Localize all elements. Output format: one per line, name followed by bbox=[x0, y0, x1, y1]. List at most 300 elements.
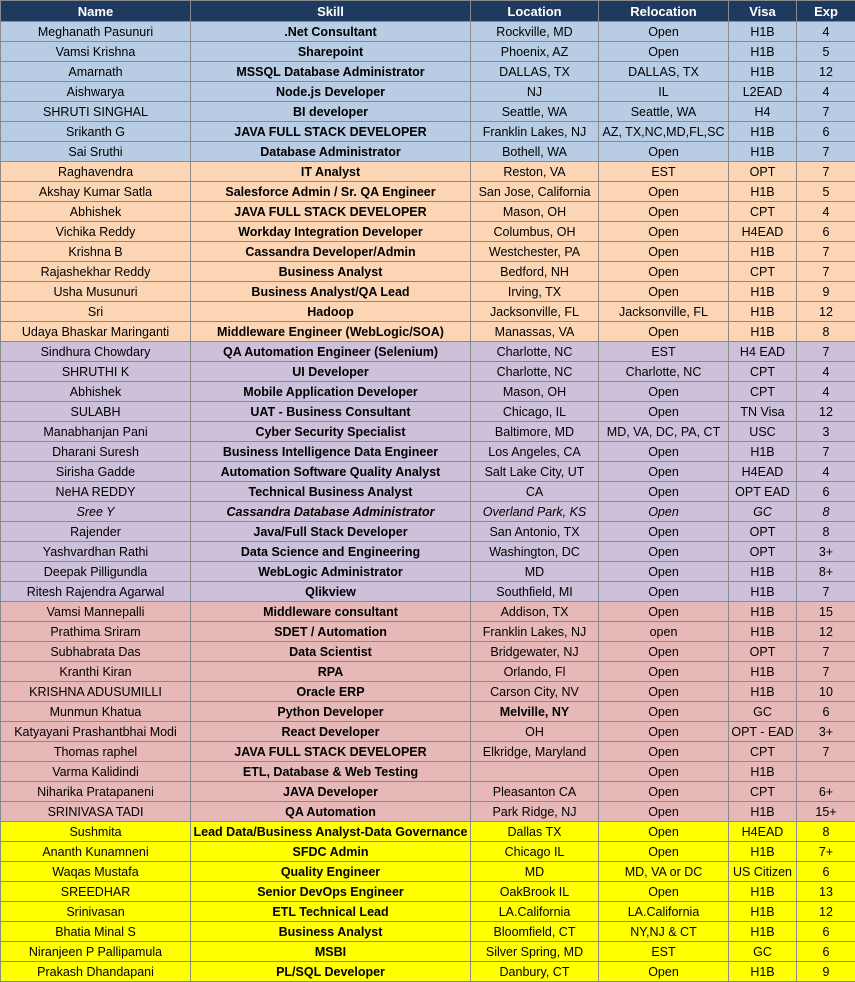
cell-name: Bhatia Minal S bbox=[1, 922, 191, 942]
cell-relocation: Open bbox=[599, 462, 729, 482]
cell-name: Thomas raphel bbox=[1, 742, 191, 762]
cell-skill: MSSQL Database Administrator bbox=[191, 62, 471, 82]
cell-exp: 3+ bbox=[797, 722, 855, 742]
cell-skill: Middleware consultant bbox=[191, 602, 471, 622]
cell-skill: .Net Consultant bbox=[191, 22, 471, 42]
cell-relocation: Open bbox=[599, 142, 729, 162]
cell-visa: TN Visa bbox=[729, 402, 797, 422]
cell-visa: H1B bbox=[729, 62, 797, 82]
header-visa: Visa bbox=[729, 1, 797, 22]
cell-relocation: DALLAS, TX bbox=[599, 62, 729, 82]
cell-location: Franklin Lakes, NJ bbox=[471, 122, 599, 142]
table-row bbox=[1, 542, 855, 562]
cell-location: Baltimore, MD bbox=[471, 422, 599, 442]
cell-skill: MSBI bbox=[191, 942, 471, 962]
cell-location: Bothell, WA bbox=[471, 142, 599, 162]
cell-exp: 15+ bbox=[797, 802, 855, 822]
table-row bbox=[1, 502, 855, 522]
cell-location: Salt Lake City, UT bbox=[471, 462, 599, 482]
cell-skill: Node.js Developer bbox=[191, 82, 471, 102]
table-row bbox=[1, 922, 855, 942]
cell-location: San Antonio, TX bbox=[471, 522, 599, 542]
cell-skill: Qlikview bbox=[191, 582, 471, 602]
cell-exp: 6 bbox=[797, 222, 855, 242]
cell-skill: Business Analyst bbox=[191, 262, 471, 282]
table-row bbox=[1, 142, 855, 162]
cell-name: Kranthi Kiran bbox=[1, 662, 191, 682]
cell-visa: H1B bbox=[729, 142, 797, 162]
cell-relocation: Open bbox=[599, 562, 729, 582]
cell-visa: OPT bbox=[729, 522, 797, 542]
cell-skill: Cyber Security Specialist bbox=[191, 422, 471, 442]
table-row bbox=[1, 762, 855, 782]
cell-location: Phoenix, AZ bbox=[471, 42, 599, 62]
cell-relocation: Open bbox=[599, 542, 729, 562]
cell-name: Usha Musunuri bbox=[1, 282, 191, 302]
cell-relocation: Open bbox=[599, 262, 729, 282]
cell-location: Danbury, CT bbox=[471, 962, 599, 982]
cell-name: Vamsi Krishna bbox=[1, 42, 191, 62]
cell-skill: Technical Business Analyst bbox=[191, 482, 471, 502]
table-row bbox=[1, 102, 855, 122]
table-row bbox=[1, 122, 855, 142]
cell-location: Southfield, MI bbox=[471, 582, 599, 602]
table-row bbox=[1, 562, 855, 582]
cell-exp: 15 bbox=[797, 602, 855, 622]
cell-skill: JAVA FULL STACK DEVELOPER bbox=[191, 122, 471, 142]
table-row bbox=[1, 42, 855, 62]
cell-skill: JAVA FULL STACK DEVELOPER bbox=[191, 742, 471, 762]
cell-skill: RPA bbox=[191, 662, 471, 682]
cell-exp: 12 bbox=[797, 302, 855, 322]
cell-name: Krishna B bbox=[1, 242, 191, 262]
cell-relocation: Open bbox=[599, 802, 729, 822]
cell-skill: IT Analyst bbox=[191, 162, 471, 182]
cell-location: NJ bbox=[471, 82, 599, 102]
cell-relocation: Open bbox=[599, 742, 729, 762]
table-row bbox=[1, 182, 855, 202]
cell-location: OakBrook IL bbox=[471, 882, 599, 902]
cell-skill: SDET / Automation bbox=[191, 622, 471, 642]
cell-relocation: Open bbox=[599, 182, 729, 202]
cell-name: Deepak Pilligundla bbox=[1, 562, 191, 582]
cell-skill: Oracle ERP bbox=[191, 682, 471, 702]
cell-exp: 6 bbox=[797, 122, 855, 142]
cell-relocation: Open bbox=[599, 442, 729, 462]
cell-location: Irving, TX bbox=[471, 282, 599, 302]
cell-skill: Workday Integration Developer bbox=[191, 222, 471, 242]
cell-skill: Business Analyst/QA Lead bbox=[191, 282, 471, 302]
cell-visa: H1B bbox=[729, 802, 797, 822]
cell-exp: 8 bbox=[797, 522, 855, 542]
cell-skill: ETL Technical Lead bbox=[191, 902, 471, 922]
table-row bbox=[1, 382, 855, 402]
cell-name: Niharika Pratapaneni bbox=[1, 782, 191, 802]
cell-location: Washington, DC bbox=[471, 542, 599, 562]
cell-exp: 7 bbox=[797, 342, 855, 362]
cell-location bbox=[471, 762, 599, 782]
cell-exp: 7 bbox=[797, 102, 855, 122]
cell-exp: 12 bbox=[797, 902, 855, 922]
cell-relocation: Open bbox=[599, 282, 729, 302]
header-row bbox=[1, 1, 855, 22]
cell-name: Prakash Dhandapani bbox=[1, 962, 191, 982]
table-row bbox=[1, 422, 855, 442]
cell-visa: GC bbox=[729, 942, 797, 962]
cell-visa: H1B bbox=[729, 962, 797, 982]
cell-visa: H1B bbox=[729, 302, 797, 322]
header-relocation: Relocation bbox=[599, 1, 729, 22]
cell-visa: OPT - EAD bbox=[729, 722, 797, 742]
cell-name: Aishwarya bbox=[1, 82, 191, 102]
table-row bbox=[1, 822, 855, 842]
cell-relocation: MD, VA, DC, PA, CT bbox=[599, 422, 729, 442]
cell-location: Silver Spring, MD bbox=[471, 942, 599, 962]
table-row bbox=[1, 282, 855, 302]
cell-relocation: Open bbox=[599, 22, 729, 42]
table-row bbox=[1, 242, 855, 262]
cell-name: Sai Sruthi bbox=[1, 142, 191, 162]
table-row bbox=[1, 462, 855, 482]
cell-exp: 13 bbox=[797, 882, 855, 902]
cell-skill: Middleware Engineer (WebLogic/SOA) bbox=[191, 322, 471, 342]
cell-name: SULABH bbox=[1, 402, 191, 422]
cell-location: MD bbox=[471, 862, 599, 882]
cell-visa: H4EAD bbox=[729, 462, 797, 482]
cell-location: Mason, OH bbox=[471, 382, 599, 402]
cell-relocation: EST bbox=[599, 942, 729, 962]
cell-skill: Senior DevOps Engineer bbox=[191, 882, 471, 902]
table-row bbox=[1, 962, 855, 982]
cell-location: Mason, OH bbox=[471, 202, 599, 222]
cell-location: Bloomfield, CT bbox=[471, 922, 599, 942]
cell-skill: Hadoop bbox=[191, 302, 471, 322]
cell-name: Dharani Suresh bbox=[1, 442, 191, 462]
cell-visa: OPT EAD bbox=[729, 482, 797, 502]
cell-location: MD bbox=[471, 562, 599, 582]
cell-relocation: Open bbox=[599, 822, 729, 842]
cell-name: Vichika Reddy bbox=[1, 222, 191, 242]
cell-name: Ananth Kunamneni bbox=[1, 842, 191, 862]
cell-name: Amarnath bbox=[1, 62, 191, 82]
cell-location: Park Ridge, NJ bbox=[471, 802, 599, 822]
cell-visa: H1B bbox=[729, 442, 797, 462]
cell-relocation: EST bbox=[599, 342, 729, 362]
cell-location: CA bbox=[471, 482, 599, 502]
cell-name: Srikanth G bbox=[1, 122, 191, 142]
cell-location: Chicago IL bbox=[471, 842, 599, 862]
cell-relocation: Open bbox=[599, 502, 729, 522]
cell-visa: H1B bbox=[729, 582, 797, 602]
cell-relocation: Open bbox=[599, 842, 729, 862]
cell-location: Manassas, VA bbox=[471, 322, 599, 342]
cell-visa: CPT bbox=[729, 362, 797, 382]
cell-skill: Data Science and Engineering bbox=[191, 542, 471, 562]
cell-exp: 8 bbox=[797, 322, 855, 342]
table-row bbox=[1, 702, 855, 722]
cell-relocation: Seattle, WA bbox=[599, 102, 729, 122]
cell-name: Manabhanjan Pani bbox=[1, 422, 191, 442]
cell-name: Vamsi Mannepalli bbox=[1, 602, 191, 622]
cell-visa: H1B bbox=[729, 42, 797, 62]
cell-relocation: Open bbox=[599, 402, 729, 422]
table-row bbox=[1, 222, 855, 242]
cell-visa: H4EAD bbox=[729, 222, 797, 242]
cell-visa: H1B bbox=[729, 922, 797, 942]
cell-name: SHRUTHI K bbox=[1, 362, 191, 382]
cell-location: Seattle, WA bbox=[471, 102, 599, 122]
cell-skill: Salesforce Admin / Sr. QA Engineer bbox=[191, 182, 471, 202]
cell-relocation: Open bbox=[599, 962, 729, 982]
cell-visa: H1B bbox=[729, 902, 797, 922]
cell-exp: 7 bbox=[797, 582, 855, 602]
cell-relocation: Jacksonville, FL bbox=[599, 302, 729, 322]
cell-visa: H1B bbox=[729, 882, 797, 902]
cell-relocation: Open bbox=[599, 762, 729, 782]
cell-skill: BI developer bbox=[191, 102, 471, 122]
cell-skill: Lead Data/Business Analyst-Data Governance bbox=[191, 822, 471, 842]
cell-exp: 4 bbox=[797, 202, 855, 222]
cell-skill: QA Automation Engineer (Selenium) bbox=[191, 342, 471, 362]
cell-name: Udaya Bhaskar Maringanti bbox=[1, 322, 191, 342]
cell-skill: Cassandra Database Administrator bbox=[191, 502, 471, 522]
table-row bbox=[1, 662, 855, 682]
cell-skill: Automation Software Quality Analyst bbox=[191, 462, 471, 482]
cell-location: San Jose, California bbox=[471, 182, 599, 202]
cell-skill: JAVA FULL STACK DEVELOPER bbox=[191, 202, 471, 222]
cell-skill: Data Scientist bbox=[191, 642, 471, 662]
cell-location: Addison, TX bbox=[471, 602, 599, 622]
cell-visa: GC bbox=[729, 502, 797, 522]
cell-visa: H1B bbox=[729, 602, 797, 622]
cell-skill: Java/Full Stack Developer bbox=[191, 522, 471, 542]
cell-location: OH bbox=[471, 722, 599, 742]
table-row bbox=[1, 602, 855, 622]
cell-relocation: EST bbox=[599, 162, 729, 182]
cell-exp: 9 bbox=[797, 282, 855, 302]
cell-location: Reston, VA bbox=[471, 162, 599, 182]
cell-visa: H1B bbox=[729, 622, 797, 642]
cell-location: Carson City, NV bbox=[471, 682, 599, 702]
cell-location: Bridgewater, NJ bbox=[471, 642, 599, 662]
cell-visa: H1B bbox=[729, 242, 797, 262]
cell-skill: Database Administrator bbox=[191, 142, 471, 162]
cell-location: Dallas TX bbox=[471, 822, 599, 842]
cell-location: Chicago, IL bbox=[471, 402, 599, 422]
cell-skill: Quality Engineer bbox=[191, 862, 471, 882]
cell-visa: H1B bbox=[729, 22, 797, 42]
cell-location: Los Angeles, CA bbox=[471, 442, 599, 462]
cell-relocation: Open bbox=[599, 202, 729, 222]
cell-visa: H1B bbox=[729, 122, 797, 142]
table-row bbox=[1, 802, 855, 822]
cell-visa: H4EAD bbox=[729, 822, 797, 842]
cell-relocation: Open bbox=[599, 222, 729, 242]
cell-exp: 3 bbox=[797, 422, 855, 442]
cell-location: Columbus, OH bbox=[471, 222, 599, 242]
cell-location: Charlotte, NC bbox=[471, 342, 599, 362]
table-row bbox=[1, 722, 855, 742]
cell-relocation: Open bbox=[599, 522, 729, 542]
cell-visa: OPT bbox=[729, 162, 797, 182]
cell-location: Westchester, PA bbox=[471, 242, 599, 262]
cell-visa: H1B bbox=[729, 182, 797, 202]
cell-name: Sirisha Gadde bbox=[1, 462, 191, 482]
cell-name: SREEDHAR bbox=[1, 882, 191, 902]
cell-visa: CPT bbox=[729, 202, 797, 222]
cell-skill: SFDC Admin bbox=[191, 842, 471, 862]
table-row bbox=[1, 322, 855, 342]
cell-exp: 12 bbox=[797, 402, 855, 422]
table-row bbox=[1, 482, 855, 502]
cell-relocation: Open bbox=[599, 582, 729, 602]
table-row bbox=[1, 342, 855, 362]
table-row bbox=[1, 162, 855, 182]
cell-location: Pleasanton CA bbox=[471, 782, 599, 802]
cell-exp: 9 bbox=[797, 962, 855, 982]
cell-name: SRINIVASA TADI bbox=[1, 802, 191, 822]
table-row bbox=[1, 642, 855, 662]
cell-location: Orlando, Fl bbox=[471, 662, 599, 682]
cell-skill: WebLogic Administrator bbox=[191, 562, 471, 582]
table-row bbox=[1, 82, 855, 102]
cell-location: DALLAS, TX bbox=[471, 62, 599, 82]
cell-skill: Mobile Application Developer bbox=[191, 382, 471, 402]
cell-relocation: Open bbox=[599, 42, 729, 62]
cell-location: Melville, NY bbox=[471, 702, 599, 722]
cell-name: Waqas Mustafa bbox=[1, 862, 191, 882]
cell-relocation: Open bbox=[599, 882, 729, 902]
cell-visa: H1B bbox=[729, 282, 797, 302]
cell-exp: 6 bbox=[797, 702, 855, 722]
cell-relocation: Open bbox=[599, 482, 729, 502]
cell-exp: 4 bbox=[797, 22, 855, 42]
cell-relocation: Open bbox=[599, 782, 729, 802]
cell-location: Charlotte, NC bbox=[471, 362, 599, 382]
cell-relocation: Open bbox=[599, 662, 729, 682]
cell-name: Varma Kalidindi bbox=[1, 762, 191, 782]
table-row bbox=[1, 402, 855, 422]
cell-location: Rockville, MD bbox=[471, 22, 599, 42]
cell-name: Sri bbox=[1, 302, 191, 322]
cell-visa: CPT bbox=[729, 782, 797, 802]
table-row bbox=[1, 882, 855, 902]
table-row bbox=[1, 62, 855, 82]
cell-name: Prathima Sriram bbox=[1, 622, 191, 642]
table-row bbox=[1, 22, 855, 42]
cell-name: Sree Y bbox=[1, 502, 191, 522]
cell-exp: 12 bbox=[797, 62, 855, 82]
cell-location: Elkridge, Maryland bbox=[471, 742, 599, 762]
cell-relocation: Open bbox=[599, 722, 729, 742]
header-name: Name bbox=[1, 1, 191, 22]
table-row bbox=[1, 862, 855, 882]
cell-relocation: Open bbox=[599, 682, 729, 702]
cell-visa: CPT bbox=[729, 262, 797, 282]
cell-name: Abhishek bbox=[1, 382, 191, 402]
cell-exp: 7 bbox=[797, 242, 855, 262]
cell-exp: 4 bbox=[797, 382, 855, 402]
cell-relocation: LA.California bbox=[599, 902, 729, 922]
cell-name: Sushmita bbox=[1, 822, 191, 842]
cell-skill: React Developer bbox=[191, 722, 471, 742]
cell-relocation: open bbox=[599, 622, 729, 642]
cell-name: Meghanath Pasunuri bbox=[1, 22, 191, 42]
cell-skill: Sharepoint bbox=[191, 42, 471, 62]
cell-skill: Business Analyst bbox=[191, 922, 471, 942]
table-row bbox=[1, 782, 855, 802]
cell-name: Raghavendra bbox=[1, 162, 191, 182]
cell-name: Katyayani Prashantbhai Modi bbox=[1, 722, 191, 742]
cell-skill: Business Intelligence Data Engineer bbox=[191, 442, 471, 462]
table-row bbox=[1, 442, 855, 462]
cell-location: LA.California bbox=[471, 902, 599, 922]
header-skill: Skill bbox=[191, 1, 471, 22]
cell-name: Yashvardhan Rathi bbox=[1, 542, 191, 562]
table-row bbox=[1, 202, 855, 222]
header-location: Location bbox=[471, 1, 599, 22]
table-row bbox=[1, 522, 855, 542]
table-row bbox=[1, 622, 855, 642]
cell-visa: H1B bbox=[729, 562, 797, 582]
cell-exp: 7+ bbox=[797, 842, 855, 862]
cell-exp: 7 bbox=[797, 442, 855, 462]
cell-relocation: Open bbox=[599, 242, 729, 262]
cell-exp: 3+ bbox=[797, 542, 855, 562]
cell-exp: 6 bbox=[797, 482, 855, 502]
cell-exp: 7 bbox=[797, 142, 855, 162]
table-row bbox=[1, 302, 855, 322]
table-body bbox=[1, 22, 855, 982]
cell-exp: 5 bbox=[797, 182, 855, 202]
cell-exp: 4 bbox=[797, 82, 855, 102]
cell-exp bbox=[797, 762, 855, 782]
cell-location: Franklin Lakes, NJ bbox=[471, 622, 599, 642]
header-exp: Exp bbox=[797, 1, 855, 22]
table-row bbox=[1, 362, 855, 382]
cell-name: Niranjeen P Pallipamula bbox=[1, 942, 191, 962]
cell-exp: 4 bbox=[797, 362, 855, 382]
cell-skill: Python Developer bbox=[191, 702, 471, 722]
cell-visa: H1B bbox=[729, 682, 797, 702]
cell-exp: 8+ bbox=[797, 562, 855, 582]
cell-visa: L2EAD bbox=[729, 82, 797, 102]
cell-visa: OPT bbox=[729, 642, 797, 662]
cell-visa: H4 bbox=[729, 102, 797, 122]
cell-name: KRISHNA ADUSUMILLI bbox=[1, 682, 191, 702]
cell-relocation: Open bbox=[599, 602, 729, 622]
table-row bbox=[1, 842, 855, 862]
cell-name: Rajender bbox=[1, 522, 191, 542]
cell-exp: 8 bbox=[797, 822, 855, 842]
cell-visa: H1B bbox=[729, 842, 797, 862]
cell-name: Srinivasan bbox=[1, 902, 191, 922]
cell-location: Jacksonville, FL bbox=[471, 302, 599, 322]
cell-visa: US Citizen bbox=[729, 862, 797, 882]
cell-exp: 4 bbox=[797, 462, 855, 482]
cell-exp: 6+ bbox=[797, 782, 855, 802]
cell-skill: PL/SQL Developer bbox=[191, 962, 471, 982]
cell-exp: 5 bbox=[797, 42, 855, 62]
cell-visa: H1B bbox=[729, 322, 797, 342]
cell-name: Rajashekhar Reddy bbox=[1, 262, 191, 282]
table-row bbox=[1, 742, 855, 762]
cell-exp: 7 bbox=[797, 162, 855, 182]
table-row bbox=[1, 902, 855, 922]
cell-name: Subhabrata Das bbox=[1, 642, 191, 662]
table-row bbox=[1, 682, 855, 702]
cell-exp: 7 bbox=[797, 262, 855, 282]
